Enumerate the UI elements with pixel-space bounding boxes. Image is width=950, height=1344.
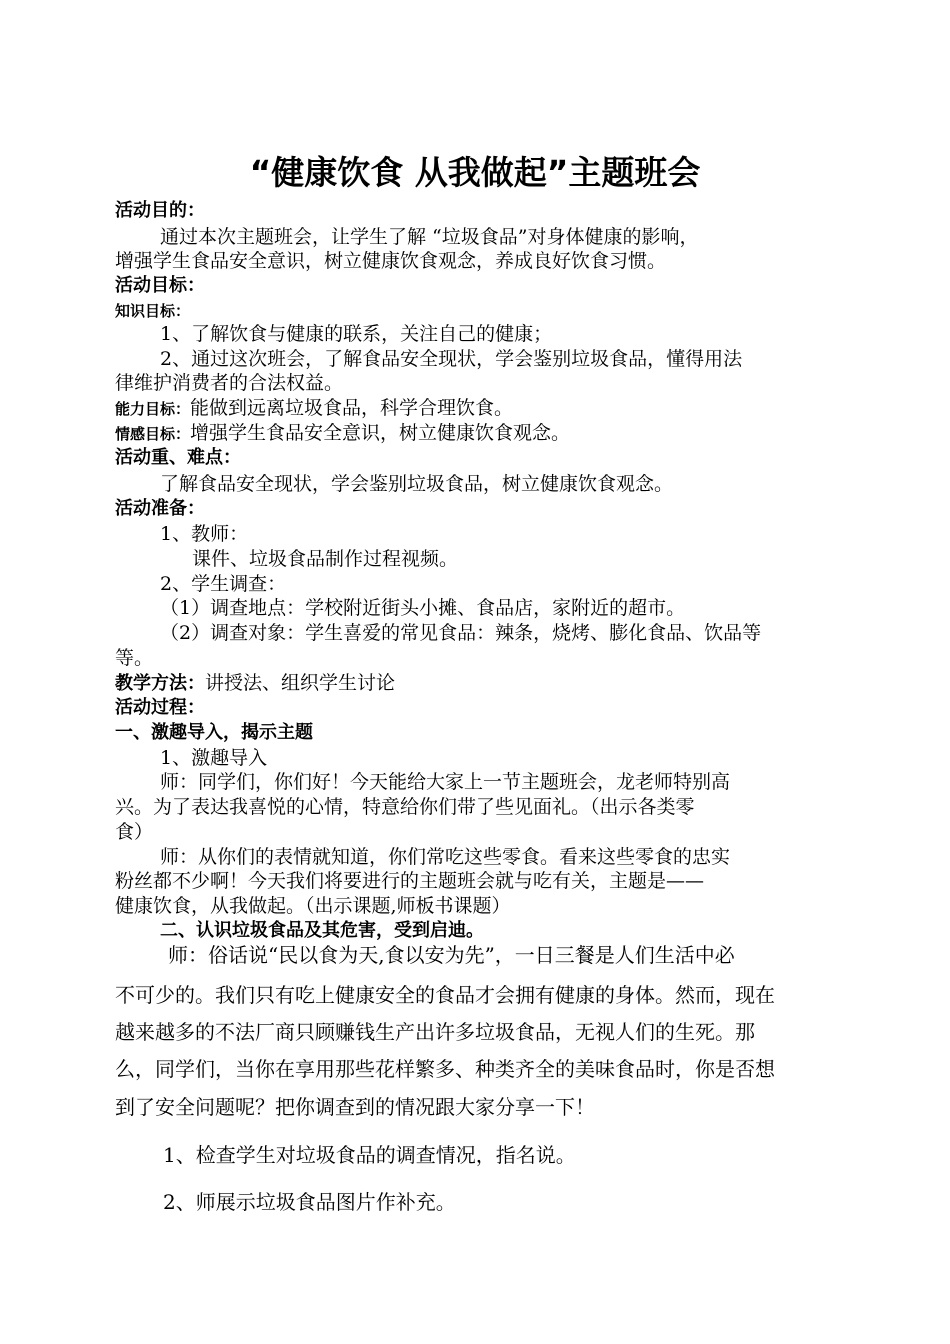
focus-heading: 活动重、难点：: [115, 447, 241, 468]
ability-goal-label: 能力目标：: [115, 400, 191, 418]
prep-objects-line-1: （2）调查对象：学生喜爱的常见食品：辣条，烧烤、膨化食品、饮品等: [160, 622, 762, 644]
teaching-method-text: 讲授法、组织学生讨论: [205, 672, 396, 694]
ability-goal: [115, 396, 835, 421]
teaching-method-label: 教学方法：: [115, 673, 205, 694]
part1-heading: 一、激趣导入，揭示主题: [115, 722, 313, 743]
paragraph-1-line-3: 食）: [115, 821, 154, 843]
paragraph-2-line-2: 粉丝都不少啊！今天我们将要进行的主题班会就与吃有关，主题是——: [115, 870, 705, 892]
emotion-goal: [115, 421, 835, 446]
ability-goal-text: 能做到远离垃圾食品，科学合理饮食。: [190, 397, 514, 419]
paragraph-3-line-1: 师：俗话说“民以食为天,食以安为先”，一日三餐是人们生活中必: [168, 943, 735, 967]
goals-heading: 活动目标：: [115, 275, 205, 296]
prep-teacher-detail: 课件、垃圾食品制作过程视频。: [192, 548, 459, 570]
paragraph-3-line-4: 么，同学们，当你在享用那些花样繁多、种类齐全的美味食品时，你是否想: [115, 1057, 775, 1081]
process-heading: 活动过程：: [115, 697, 205, 718]
page-title: “健康饮食 从我做起”主题班会: [249, 153, 701, 192]
paragraph-3-line-3: 越来越多的不法厂商只顾赚钱生产出许多垃圾食品，无视人们的生死。那: [115, 1020, 755, 1044]
paragraph-2-line-3: 健康饮食，从我做起。（出示课题,师板书课题）: [115, 895, 511, 917]
step-1: 1、检查学生对垃圾食品的调查情况，指名说。: [163, 1143, 576, 1167]
knowledge-goal-item-2-line-2: 律维护消费者的合法权益。: [115, 372, 344, 394]
paragraph-3-line-5: 到了安全问题呢？把你调查到的情况跟大家分享一下！: [115, 1095, 595, 1119]
purpose-line-1: 通过本次主题班会，让学生了解 “垃圾食品”对身体健康的影响，: [160, 226, 699, 248]
prep-students: 2、学生调查：: [160, 573, 287, 595]
step-2: 2、师展示垃圾食品图片作补充。: [163, 1190, 456, 1214]
paragraph-1-line-2: 兴。为了表达我喜悦的心情，特意给你们带了些见面礼。（出示各类零: [115, 796, 695, 818]
knowledge-goal-label: 知识目标：: [115, 302, 191, 320]
paragraph-1-line-1: 师：同学们，你们好！今天能给大家上一节主题班会，龙老师特别高: [160, 771, 731, 793]
prep-location: （1）调查地点：学校附近街头小摊、食品店，家附近的超市。: [160, 597, 686, 619]
prep-objects-line-2: 等。: [115, 647, 154, 669]
purpose-line-2: 增强学生食品安全意识，树立健康饮食观念，养成良好饮食习惯。: [115, 250, 667, 272]
prep-teacher: 1、教师：: [160, 523, 249, 545]
emotion-goal-label: 情感目标：: [115, 425, 191, 443]
part2-heading: 二、认识垃圾食品及其危害，受到启迪。: [160, 920, 484, 941]
knowledge-goal-item-1: 1、了解饮食与健康的联系，关注自己的健康；: [160, 323, 553, 345]
teaching-method: [115, 671, 835, 696]
paragraph-3-line-2: 不可少的。我们只有吃上健康安全的食品才会拥有健康的身体。然而，现在: [115, 983, 775, 1007]
focus-text: 了解食品安全现状，学会鉴别垃圾食品，树立健康饮食观念。: [160, 473, 674, 495]
paragraph-2-line-1: 师：从你们的表情就知道，你们常吃这些零食。看来这些零食的忠实: [160, 846, 731, 868]
purpose-heading: 活动目的：: [115, 200, 205, 221]
prep-heading: 活动准备：: [115, 498, 205, 519]
emotion-goal-text: 增强学生食品安全意识，树立健康饮食观念。: [190, 422, 571, 444]
part1-subheading: 1、激趣导入: [160, 747, 268, 769]
knowledge-goal-item-2-line-1: 2、通过这次班会，了解食品安全现状，学会鉴别垃圾食品，懂得用法: [160, 348, 743, 370]
